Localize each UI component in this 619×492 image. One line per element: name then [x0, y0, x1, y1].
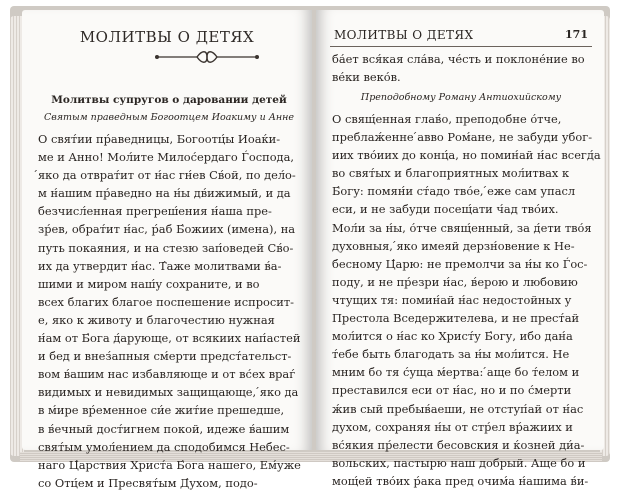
text-line: Б́огу: помян́и ст́адо тво́е, ́еже сам упасл	[332, 184, 576, 199]
right-top-text	[332, 50, 590, 86]
ornament-icon	[152, 50, 262, 64]
text-line: О свящ́енная глав́о, преподобне о́тче,	[332, 112, 562, 126]
text-line: преблаж́енне ́авво Ром́ане, не забуди уб́ог-	[332, 130, 593, 145]
text-line: иих тво́иих до конц́а, но помин́ай н́ас всегд́а	[332, 148, 601, 163]
text-line: м н́ашим пр́аведно на н́ы дв́ижимый, и да	[38, 186, 291, 201]
text-line: со Отц́ем и Пресвят́ым Д́ухом, подо-	[38, 475, 258, 490]
text-line: ́яко да отврат́ит от н́ас гн́ев Св́ой, по дел́о-	[38, 168, 296, 183]
text-line: зр́ев, обрат́ит н́ас, р́аб Б́ожиих (имена), на	[38, 222, 296, 237]
text-line: ме и Анно! Мол́ите Милос́ердаго Ѓоспода,	[38, 150, 294, 165]
text-line: ж́ив сый пребыв́аеши, не отступ́ай от н́ас	[332, 401, 584, 416]
text-line: наго Ц́арствия Христ́а Б́ога нашего, Ем́уже	[38, 457, 301, 472]
text-line: преставился еси от н́ас, но и по с́мерти	[332, 383, 572, 398]
text-line: е, яко к животу и благочестию нужная	[38, 312, 275, 327]
prayer-title: Молитвы супругов о даровании детей	[51, 94, 287, 106]
text-line: и бед и внез́апныя см́ерти предст́ательст-	[38, 349, 292, 364]
text-line: н́ам от Б́ога д́арующе, от всякиих нап́астей	[38, 331, 301, 346]
prayer-subtitle: Святым праведным Богоотцем Иоакиму и Анне	[43, 112, 295, 123]
text-line: всех благих благое поспешение испросит-	[38, 294, 295, 309]
text-line: поду, и не пр́езри н́ас, в́ерою и любовию	[332, 274, 578, 289]
left-running-head: МОЛИТВЫ О ДЕТЯХ	[79, 28, 255, 46]
text-line: б́есному Ц́арю: не премолчи за н́ы ко Ѓос-	[332, 256, 588, 271]
text-line: в м́ире вр́еменное си́е жит́ие прешедше,	[38, 403, 285, 418]
text-line: вс́якия пр́елести бесовския и ќозней ди́а-	[332, 437, 585, 452]
text-line: в в́ечный дост́игнем покой, идеже в́ашим	[38, 421, 290, 436]
text-line: О свят́ии пр́аведницы, Богоотц́ы Иоаќи-	[38, 132, 281, 146]
right-prayer-text	[332, 110, 601, 490]
text-line: шими и миром наш́у сохраните, и во	[38, 276, 260, 291]
text-line: т́ебе быть благодать за н́ы мол́ится. Не	[332, 347, 570, 362]
text-line: чтущих тя: помин́ай н́ас недостойных у	[332, 292, 572, 307]
left-prayer-text	[38, 130, 301, 492]
text-line: путь покаяния, и на стезю зап́оведей Св́о-	[38, 240, 294, 255]
text-line: мощ́ей тво́их р́ака пред очим́а н́ашима в́и-	[332, 473, 589, 488]
text-line: во свят́ых и благоприятных мол́итвах к	[332, 166, 570, 181]
text-line: ве́ки веко́в.	[332, 70, 401, 85]
text-line: Престола Вседержителева, и не прест́ай	[332, 311, 580, 326]
open-book	[10, 6, 610, 490]
text-line: мним бо тя с́уща м́ертва: ́аще бо т́елом и	[332, 365, 580, 380]
text-line: еси, и не забуди посещ́ати ч́ад тво́их.	[332, 202, 559, 217]
text-line: духовныя, ́яко имеяй дерзн́овение к Не-	[332, 238, 575, 253]
right-running-head: МОЛИТВЫ О ДЕТЯХ	[334, 28, 474, 42]
text-line: вом в́ашим нас избавляюще и от вс́ех враѓ	[38, 367, 296, 382]
text-line: духом, сохраняя н́ы от стр́ел вр́ажиих и	[332, 419, 573, 434]
header-rule	[330, 46, 592, 47]
text-line: свят́ым умол́ением да сподобимся Неб́ес-	[38, 439, 290, 454]
text-line: их да утвердит н́ас. Т́аже молитвами в́а-	[38, 258, 282, 273]
text-line: Мол́и за н́ы, о́тче свящ́енный, за д́ети тво́я	[332, 220, 592, 235]
left-page	[22, 10, 312, 490]
right-page	[316, 10, 604, 488]
text-line: мол́ится о н́ас ко Христ́у Б́огу, ибо дан́а	[332, 329, 573, 344]
page-number: 171	[565, 28, 588, 41]
text-line: видимых и невидимых защищающе, ́яко да	[38, 385, 299, 400]
text-line: безчисл́енная прегреш́ения н́аша пре-	[38, 204, 272, 219]
prayer-dedication: Преподобному Роману Антиохийскому	[360, 92, 562, 103]
text-line: ба́ет вся́кая сла́ва, че́сть и поклоне́ние во	[332, 52, 585, 66]
text-line: вольских, пастырю наш добрый. Аще бо и	[332, 455, 586, 470]
